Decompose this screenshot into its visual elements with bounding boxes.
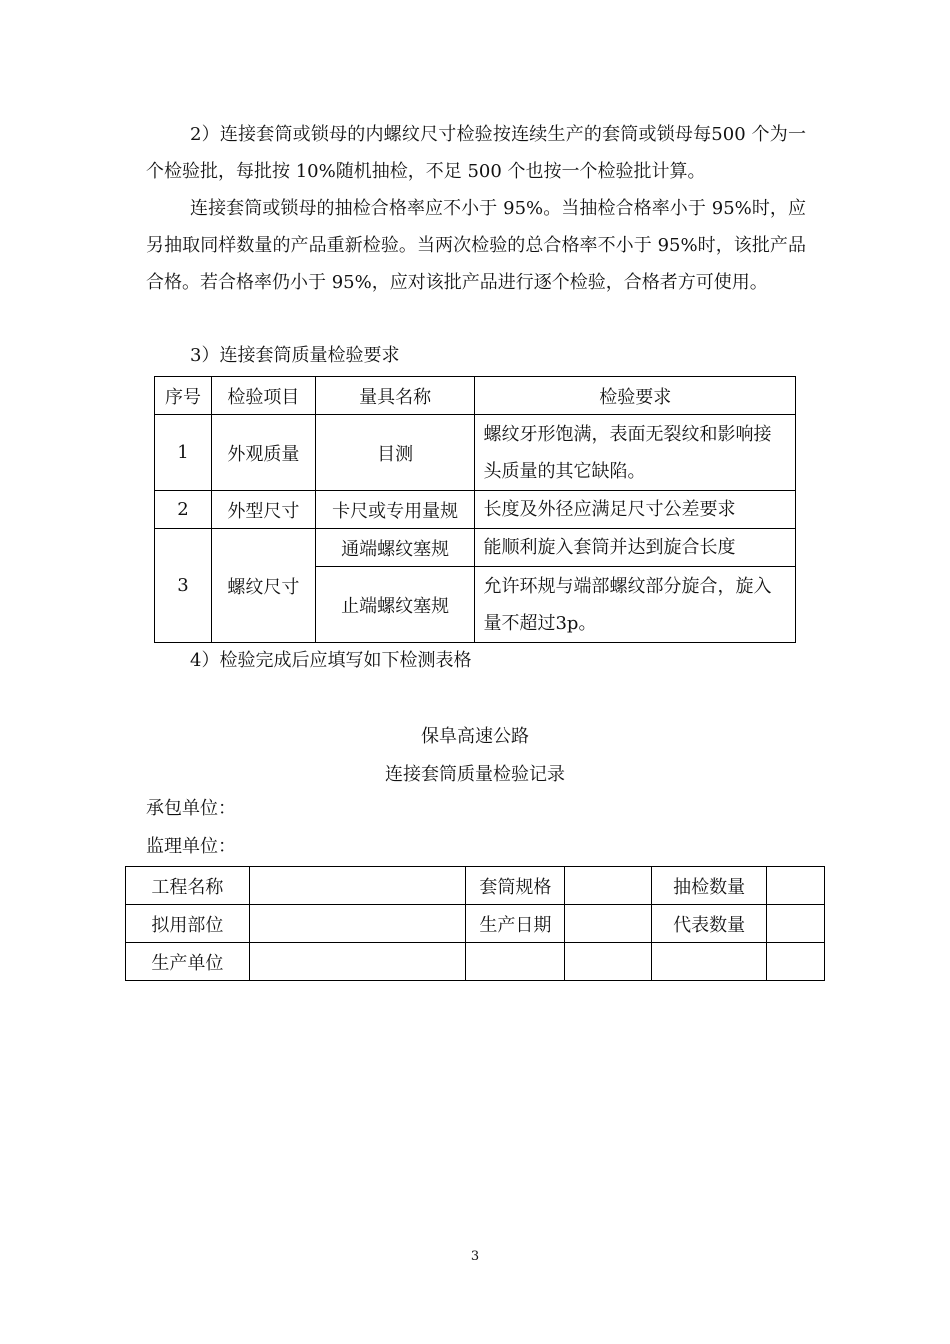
row-number: 2 bbox=[155, 491, 212, 529]
paragraph-pass-rate: 连接套筒或锁母的抽检合格率应不小于 95%。当抽检合格率小于 95%时，应另抽取同样数量的产品重新检验。当两次检验的总合格率不小于 95%时，该批产品合格。若合格率仍小于 95%，应对该批产品进行逐个检验，合格者方可使用。 bbox=[146, 198, 806, 293]
label-cell: 套筒规格 bbox=[466, 867, 565, 905]
value-cell bbox=[249, 943, 466, 981]
label-cell: 工程名称 bbox=[126, 867, 250, 905]
contractor-label: 承包单位： bbox=[146, 798, 236, 819]
value-cell bbox=[565, 867, 652, 905]
label-cell: 代表数量 bbox=[652, 905, 767, 943]
requirement: 长度及外径应满足尺寸公差要求 bbox=[475, 491, 796, 529]
inspection-record-table bbox=[125, 866, 825, 981]
header-cell: 序号 bbox=[155, 377, 212, 415]
table-row bbox=[155, 529, 796, 567]
gauge-name: 目测 bbox=[315, 415, 475, 491]
supervisor-label: 监理单位： bbox=[146, 836, 236, 857]
value-cell bbox=[767, 943, 825, 981]
value-cell bbox=[652, 943, 767, 981]
header-cell: 检验项目 bbox=[211, 377, 315, 415]
value-cell bbox=[767, 905, 825, 943]
label-cell: 拟用部位 bbox=[126, 905, 250, 943]
inspection-item: 外型尺寸 bbox=[211, 491, 315, 529]
table-row bbox=[126, 867, 825, 905]
inspection-requirements-table bbox=[154, 376, 796, 643]
section-heading-4: 4）检验完成后应填写如下检测表格 bbox=[190, 650, 472, 671]
record-title: 连接套筒质量检验记录 bbox=[385, 764, 565, 785]
requirement: 螺纹牙形饱满，表面无裂纹和影响接头质量的其它缺陷。 bbox=[475, 415, 796, 491]
header-cell: 检验要求 bbox=[475, 377, 796, 415]
table-row bbox=[155, 491, 796, 529]
value-cell bbox=[249, 867, 466, 905]
gauge-name: 通端螺纹塞规 bbox=[315, 529, 475, 567]
value-cell bbox=[249, 905, 466, 943]
table-row bbox=[126, 905, 825, 943]
row-number: 3 bbox=[155, 529, 212, 643]
label-cell: 抽检数量 bbox=[652, 867, 767, 905]
gauge-name: 卡尺或专用量规 bbox=[315, 491, 475, 529]
value-cell bbox=[767, 867, 825, 905]
table-row bbox=[155, 415, 796, 491]
value-cell bbox=[565, 905, 652, 943]
row-number: 1 bbox=[155, 415, 212, 491]
page-number: 3 bbox=[470, 1249, 480, 1264]
paragraph-batch-rule: 2）连接套筒或锁母的内螺纹尺寸检验按连续生产的套筒或锁母每500 个为一个检验批，每批按 10%随机抽检，不足 500 个也按一个检验批计算。 bbox=[146, 124, 806, 182]
value-cell bbox=[466, 943, 565, 981]
record-title-project: 保阜高速公路 bbox=[421, 726, 529, 747]
label-cell: 生产单位 bbox=[126, 943, 250, 981]
inspection-item: 螺纹尺寸 bbox=[211, 529, 315, 643]
gauge-name: 止端螺纹塞规 bbox=[315, 567, 475, 643]
table-row bbox=[126, 943, 825, 981]
label-cell: 生产日期 bbox=[466, 905, 565, 943]
header-cell: 量具名称 bbox=[315, 377, 475, 415]
requirement: 能顺利旋入套筒并达到旋合长度 bbox=[475, 529, 796, 567]
requirement: 允许环规与端部螺纹部分旋合，旋入量不超过3p。 bbox=[475, 567, 796, 643]
section-heading-3: 3）连接套筒质量检验要求 bbox=[190, 345, 400, 366]
value-cell bbox=[565, 943, 652, 981]
inspection-item: 外观质量 bbox=[211, 415, 315, 491]
table-header-row bbox=[155, 377, 796, 415]
